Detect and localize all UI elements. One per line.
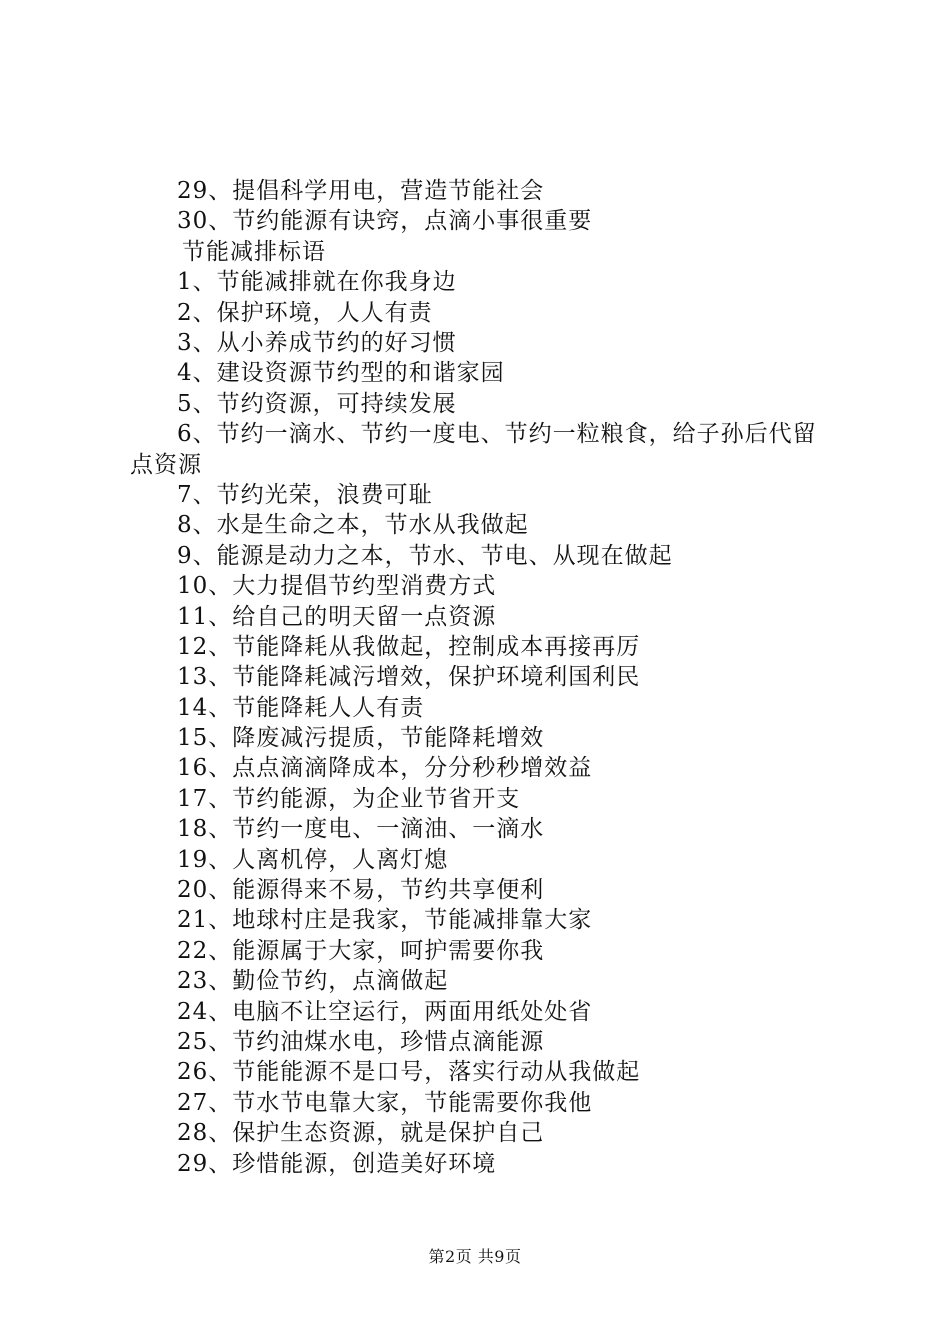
slogan-line: 12、节能降耗从我做起，控制成本再接再厉 [177, 633, 641, 660]
slogan-line: 29、珍惜能源，创造美好环境 [177, 1150, 497, 1177]
slogan-line: 9、能源是动力之本，节水、节电、从现在做起 [177, 542, 673, 569]
slogan-line: 27、节水节电靠大家，节能需要你我他 [177, 1089, 593, 1116]
slogan-line: 14、节能降耗人人有责 [177, 694, 425, 721]
slogan-line: 16、点点滴滴降成本，分分秒秒增效益 [177, 755, 593, 782]
slogan-line: 17、节约能源，为企业节省开支 [177, 785, 521, 812]
slogan-line: 5、节约资源，可持续发展 [177, 390, 457, 417]
slogan-line: 7、节约光荣，浪费可耻 [177, 481, 433, 508]
slogan-line: 23、勤俭节约，点滴做起 [177, 968, 449, 995]
slogan-line: 19、人离机停，人离灯熄 [177, 846, 449, 873]
slogan-line: 13、节能降耗减污增效，保护环境利国利民 [177, 664, 641, 691]
slogan-line: 2、保护环境，人人有责 [177, 299, 433, 326]
slogan-line: 28、保护生态资源，就是保护自己 [177, 1120, 545, 1147]
slogan-line: 25、节约油煤水电，珍惜点滴能源 [177, 1028, 545, 1055]
slogan-line: 29、提倡科学用电，营造节能社会 [177, 178, 545, 204]
section-heading: 节能减排标语 [182, 238, 326, 265]
slogan-line: 8、水是生命之本，节水从我做起 [177, 512, 529, 539]
slogan-line: 26、节能能源不是口号，落实行动从我做起 [177, 1059, 641, 1086]
slogan-line: 30、节约能源有诀窍，点滴小事很重要 [177, 208, 593, 235]
document-body [130, 176, 840, 1179]
slogan-line: 22、能源属于大家，呵护需要你我 [177, 937, 545, 964]
slogan-line: 10、大力提倡节约型消费方式 [177, 573, 497, 600]
slogan-line: 4、建设资源节约型的和谐家园 [177, 360, 505, 387]
slogan-line: 18、节约一度电、一滴油、一滴水 [177, 816, 545, 843]
slogan-line: 1、节能减排就在你我身边 [177, 269, 457, 296]
slogan-line: 24、电脑不让空运行，两面用纸处处省 [177, 998, 593, 1025]
slogan-line-wrapped: 6、节约一滴水、节约一度电、节约一粒粮食，给子孙后代留点资源 [130, 421, 817, 478]
slogan-line: 11、给自己的明天留一点资源 [177, 603, 497, 630]
slogan-line: 20、能源得来不易，节约共享便利 [177, 877, 545, 904]
page-number-footer: 第2页 共9页 [428, 1247, 522, 1266]
slogan-line: 21、地球村庄是我家，节能减排靠大家 [177, 907, 593, 934]
slogan-line: 15、降废减污提质，节能降耗增效 [177, 725, 545, 752]
slogan-line: 3、从小养成节约的好习惯 [177, 329, 457, 356]
